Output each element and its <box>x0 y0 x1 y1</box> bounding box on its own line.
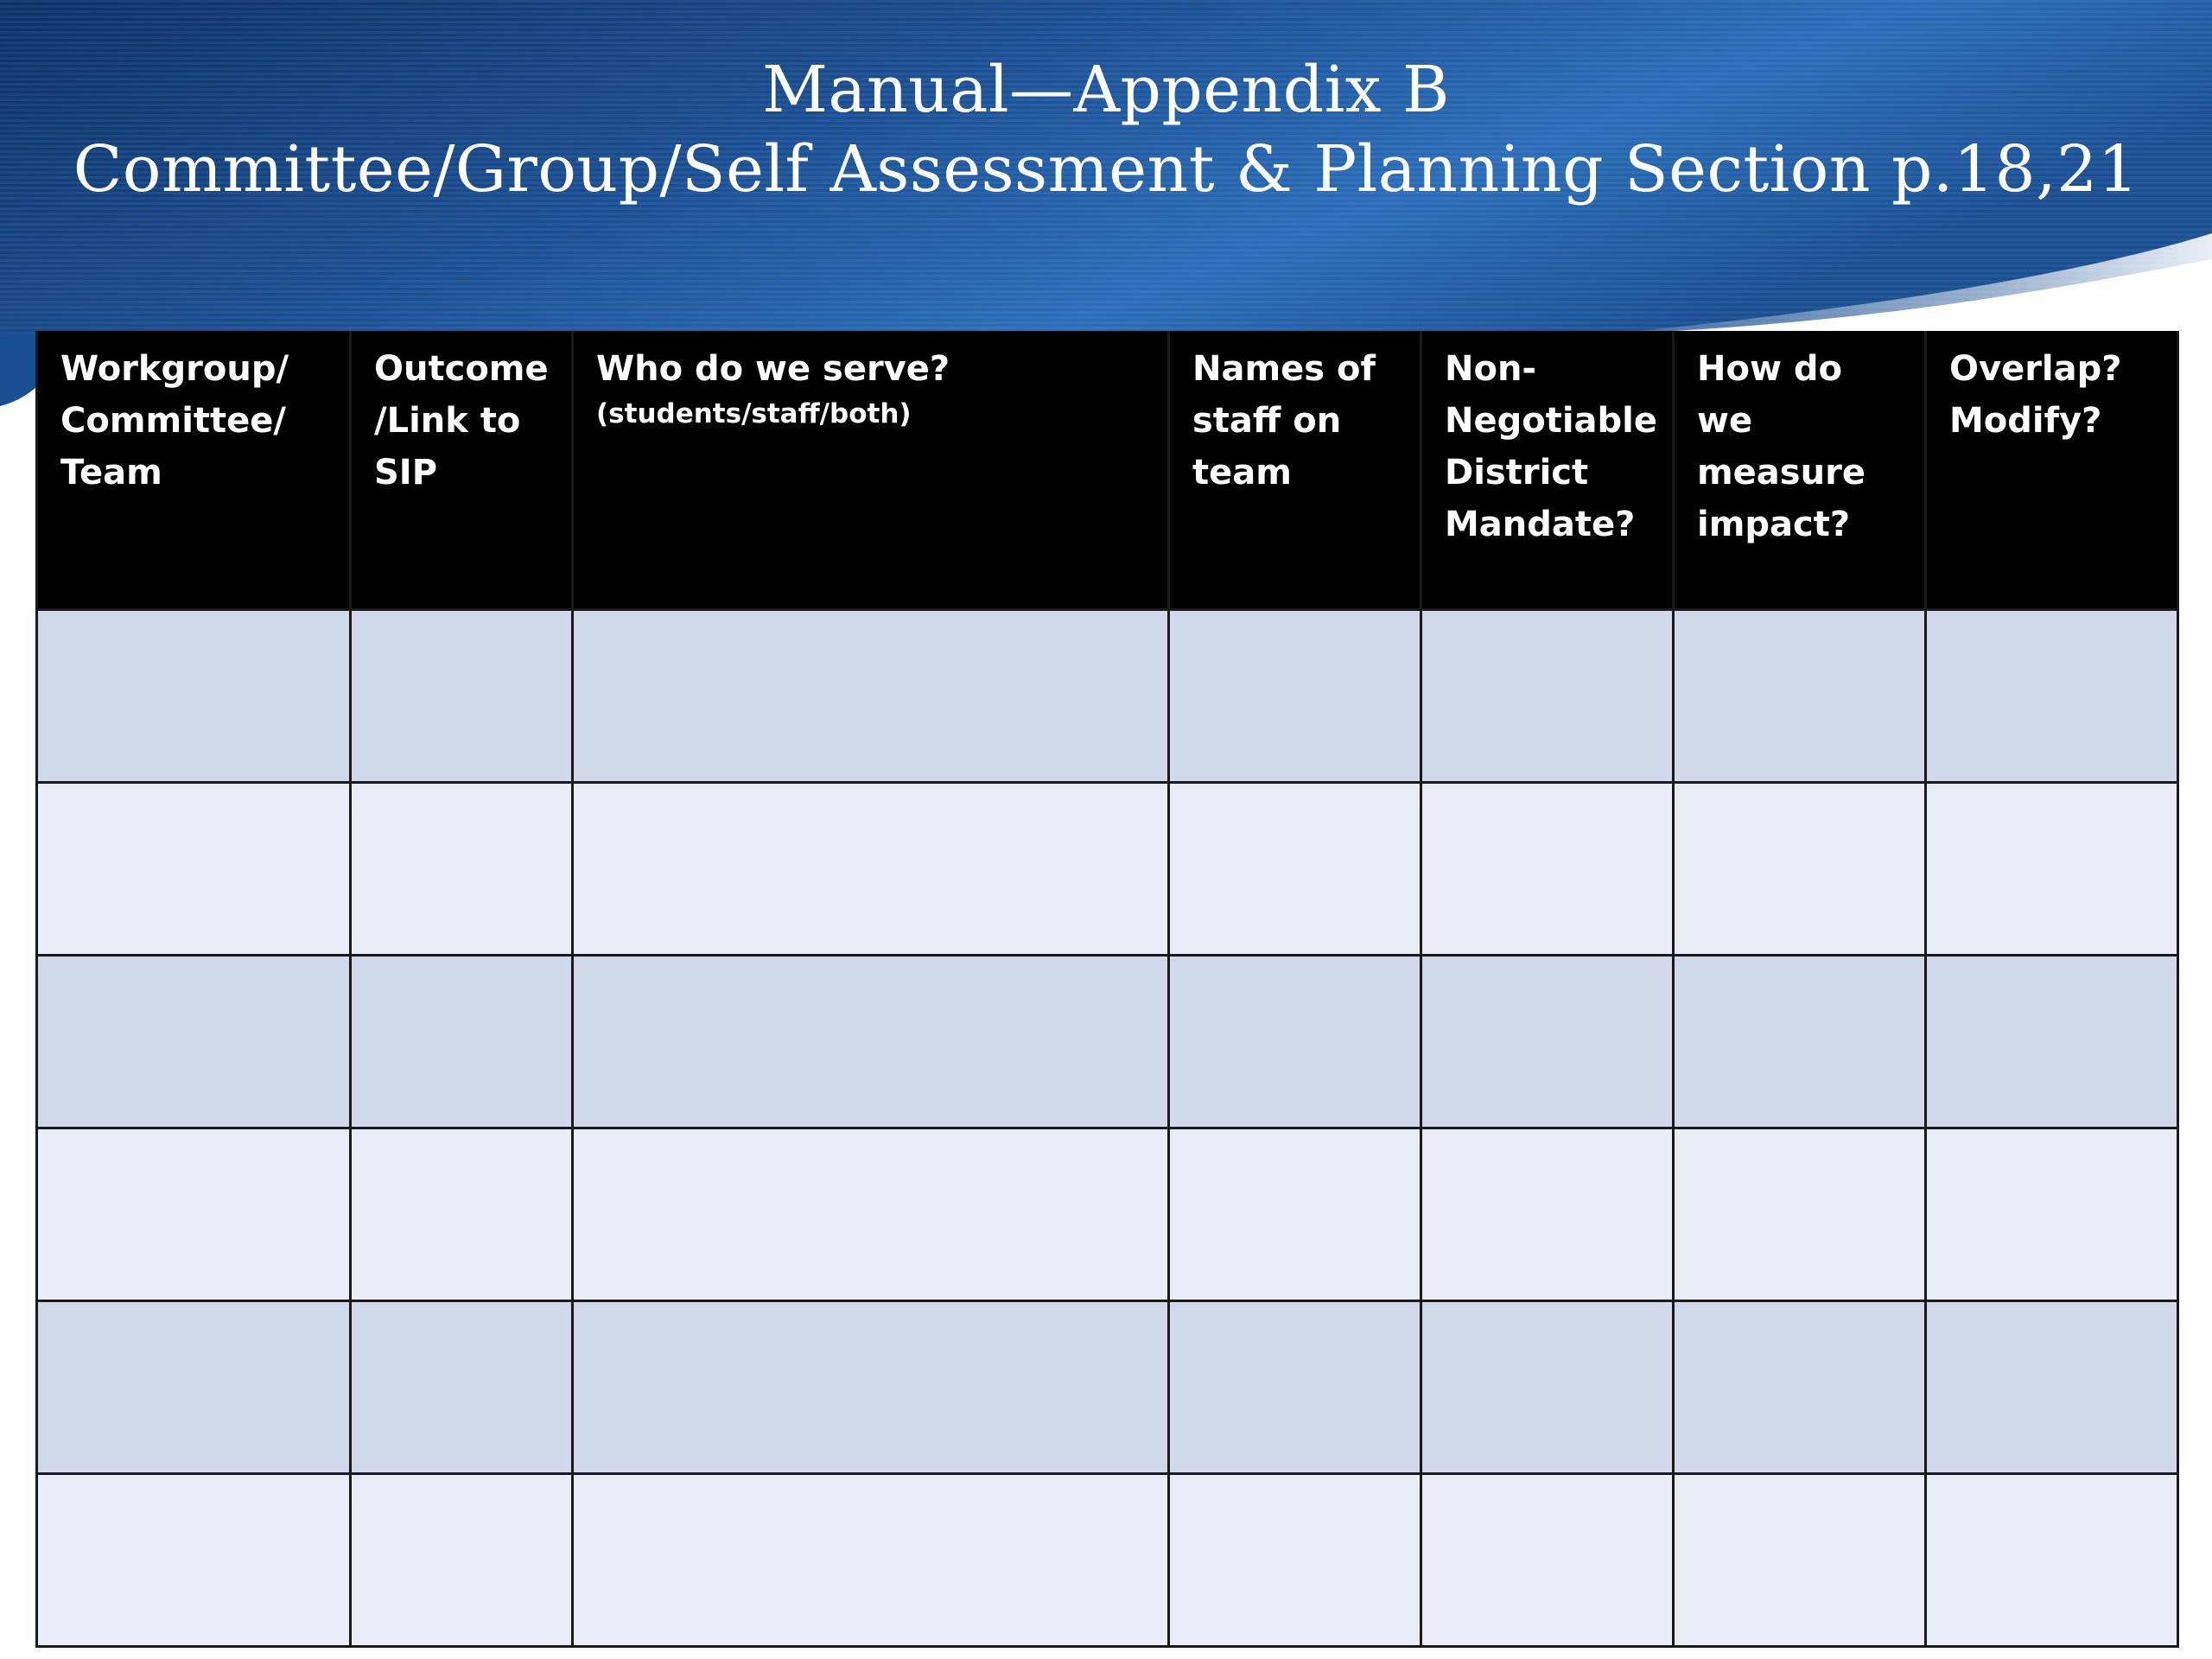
table-cell[interactable] <box>37 955 351 1128</box>
table-cell[interactable] <box>1926 1473 2178 1646</box>
table-cell[interactable] <box>351 1473 573 1646</box>
table-cell[interactable] <box>1421 1473 1674 1646</box>
column-header-outcome: Outcome /Link to SIP <box>351 331 573 609</box>
table-cell[interactable] <box>37 1473 351 1646</box>
table-cell[interactable] <box>573 1473 1169 1646</box>
table-row <box>37 1473 2178 1646</box>
table-cell[interactable] <box>351 1128 573 1300</box>
table-cell[interactable] <box>37 1300 351 1473</box>
table-cell[interactable] <box>1926 609 2178 782</box>
column-header-staff-names: Names of staff on team <box>1169 331 1421 609</box>
column-header-mandate: Non-Negotiable District Mandate? <box>1421 331 1674 609</box>
table-cell[interactable] <box>573 782 1169 955</box>
table-cell[interactable] <box>37 1128 351 1300</box>
table-cell[interactable] <box>1169 782 1421 955</box>
title-line-2: Committee/Group/Self Assessment & Planning Section p.18,21 <box>73 132 2139 207</box>
table-cell[interactable] <box>1421 955 1674 1128</box>
table-cell[interactable] <box>1421 782 1674 955</box>
table-cell[interactable] <box>351 1300 573 1473</box>
table-cell[interactable] <box>1421 1128 1674 1300</box>
table-cell[interactable] <box>1674 782 1926 955</box>
table-cell[interactable] <box>1926 782 2178 955</box>
table-cell[interactable] <box>351 955 573 1128</box>
table-cell[interactable] <box>1169 609 1421 782</box>
table-cell[interactable] <box>1926 1128 2178 1300</box>
table-row <box>37 1128 2178 1300</box>
column-header-measure-impact: How do we measure impact? <box>1674 331 1926 609</box>
table-cell[interactable] <box>1926 955 2178 1128</box>
table-row <box>37 609 2178 782</box>
table-cell[interactable] <box>37 609 351 782</box>
table-row <box>37 955 2178 1128</box>
table-cell[interactable] <box>351 782 573 955</box>
table-cell[interactable] <box>573 1300 1169 1473</box>
slide-title <box>0 50 2212 209</box>
column-header-overlap: Overlap? Modify? <box>1926 331 2178 609</box>
table-row <box>37 782 2178 955</box>
table-cell[interactable] <box>573 609 1169 782</box>
table-cell[interactable] <box>1674 609 1926 782</box>
title-line-1: Manual—Appendix B <box>762 53 1450 127</box>
table-cell[interactable] <box>1674 1473 1926 1646</box>
table-cell[interactable] <box>351 609 573 782</box>
table-cell[interactable] <box>1169 1128 1421 1300</box>
table-cell[interactable] <box>1674 1300 1926 1473</box>
table-cell[interactable] <box>1169 1473 1421 1646</box>
table-cell[interactable] <box>1674 1128 1926 1300</box>
table-row <box>37 1300 2178 1473</box>
table-cell[interactable] <box>573 955 1169 1128</box>
table-cell[interactable] <box>1421 609 1674 782</box>
table-cell[interactable] <box>1674 955 1926 1128</box>
table-cell[interactable] <box>573 1128 1169 1300</box>
header-row <box>37 331 2178 609</box>
assessment-table-container <box>35 331 2177 1648</box>
column-subheader-who-serve: (students/staff/both) <box>596 398 912 429</box>
column-header-workgroup: Workgroup/ Committee/ Team <box>37 331 351 609</box>
table-cell[interactable] <box>1169 955 1421 1128</box>
table-cell[interactable] <box>37 782 351 955</box>
table-cell[interactable] <box>1926 1300 2178 1473</box>
column-header-who-serve: Who do we serve? (students/staff/both) <box>573 331 1169 609</box>
assessment-table <box>35 331 2179 1648</box>
table-cell[interactable] <box>1169 1300 1421 1473</box>
table-cell[interactable] <box>1421 1300 1674 1473</box>
